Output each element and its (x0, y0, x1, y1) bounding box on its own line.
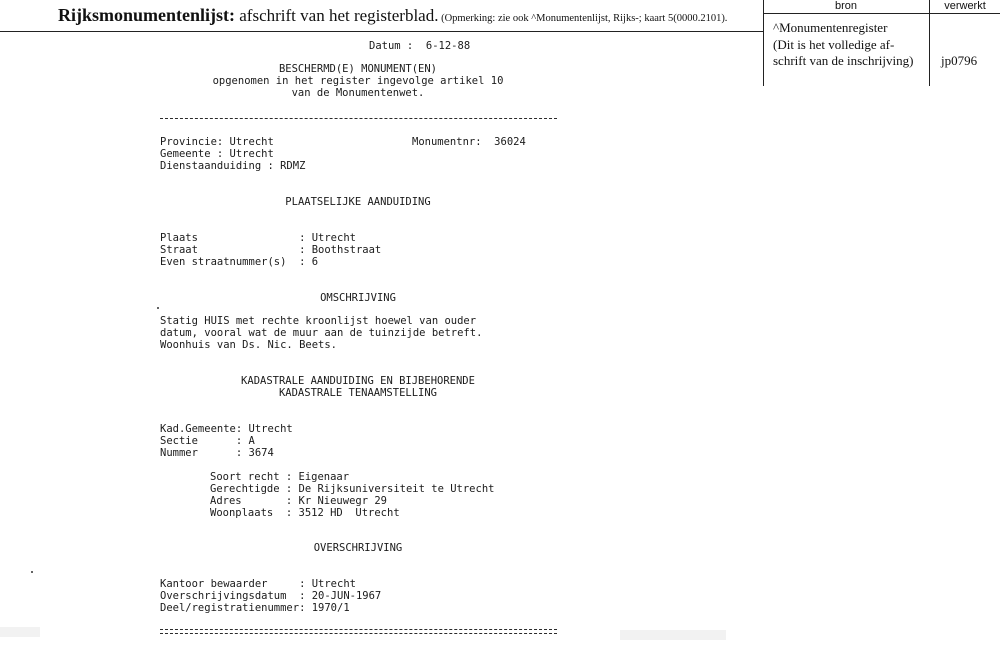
adres-field: Adres : Kr Nieuwegr 29 (210, 495, 388, 507)
omschrijving-heading: OMSCHRIJVING (320, 292, 396, 304)
straat-field: Straat : Boothstraat (160, 244, 382, 256)
dienstaanduiding-field: Dienstaanduiding : RDMZ (160, 160, 306, 172)
overschrijvingsdatum-field: Overschrijvingsdatum : 20-JUN-1967 (160, 590, 382, 602)
bron-line: ^Monumentenregister (773, 20, 888, 35)
kad-gemeente-field: Kad.Gemeente: Utrecht (160, 423, 293, 435)
monumentnr-field: Monumentnr: 36024 (412, 136, 526, 148)
scan-speck (157, 307, 159, 309)
soort-recht-field: Soort recht : Eigenaar (210, 471, 350, 483)
table-header-rule (763, 13, 1000, 14)
omschrijving-line: Statig HUIS met rechte kroonlijst hoewel van ouder (160, 315, 477, 327)
plaats-field: Plaats : Utrecht (160, 232, 356, 244)
source-table (763, 0, 1000, 86)
gemeente-field: Gemeente : Utrecht (160, 148, 274, 160)
scan-speck (31, 571, 33, 573)
bron-cell (773, 20, 933, 70)
title-bold: Rijksmonumentenlijst: (58, 5, 236, 25)
nummer-field: Nummer : 3674 (160, 447, 274, 459)
scanned-register-page (0, 32, 763, 649)
kadastrale-heading-line: KADASTRALE AANDUIDING EN BIJBEHORENDE (241, 375, 475, 387)
record-heading-line: van de Monumentenwet. (291, 87, 425, 99)
document-title (58, 5, 727, 26)
omschrijving-line: Woonhuis van Ds. Nic. Beets. (160, 339, 338, 351)
record-heading-line: opgenomen in het register ingevolge artikel 10 (212, 75, 504, 87)
registratienummer-field: Deel/registratienummer: 1970/1 (160, 602, 350, 614)
double-dashed-divider (160, 629, 557, 634)
record-date: Datum : 6-12-88 (369, 40, 471, 52)
column-header-verwerkt: verwerkt (944, 0, 986, 12)
woonplaats-field: Woonplaats : 3512 HD Utrecht (210, 507, 400, 519)
bron-line: (Dit is het volledige af- (773, 36, 895, 52)
scan-smudge (0, 627, 40, 637)
gerechtigde-field: Gerechtigde : De Rijksuniversiteit te Utrecht (210, 483, 495, 495)
scan-smudge (620, 630, 726, 640)
straatnummer-field: Even straatnummer(s) : 6 (160, 256, 319, 268)
column-header-bron: bron (834, 0, 858, 12)
omschrijving-line: datum, vooral wat de muur aan de tuinzijde betreft. (160, 327, 483, 339)
kadastrale-heading-line: KADASTRALE TENAAMSTELLING (278, 387, 438, 399)
plaatselijke-aanduiding-heading: PLAATSELIJKE AANDUIDING (285, 196, 431, 208)
verwerkt-cell: jp0796 (941, 53, 978, 68)
provincie-field: Provincie: Utrecht (160, 136, 274, 148)
sectie-field: Sectie : A (160, 435, 255, 447)
kantoor-bewaarder-field: Kantoor bewaarder : Utrecht (160, 578, 356, 590)
overschrijving-heading: OVERSCHRIJVING (313, 542, 403, 554)
bron-line: schrift van de inschrijving) (773, 53, 914, 68)
title-rest: afschrift van het registerblad. (235, 6, 439, 25)
dashed-divider (160, 118, 557, 119)
record-heading-line: BESCHERMD(E) MONUMENT(EN) (278, 63, 438, 75)
title-note: (Opmerking: zie ook ^Monumentenlijst, Rijks-; kaart 5(0000.2101). (438, 13, 728, 24)
